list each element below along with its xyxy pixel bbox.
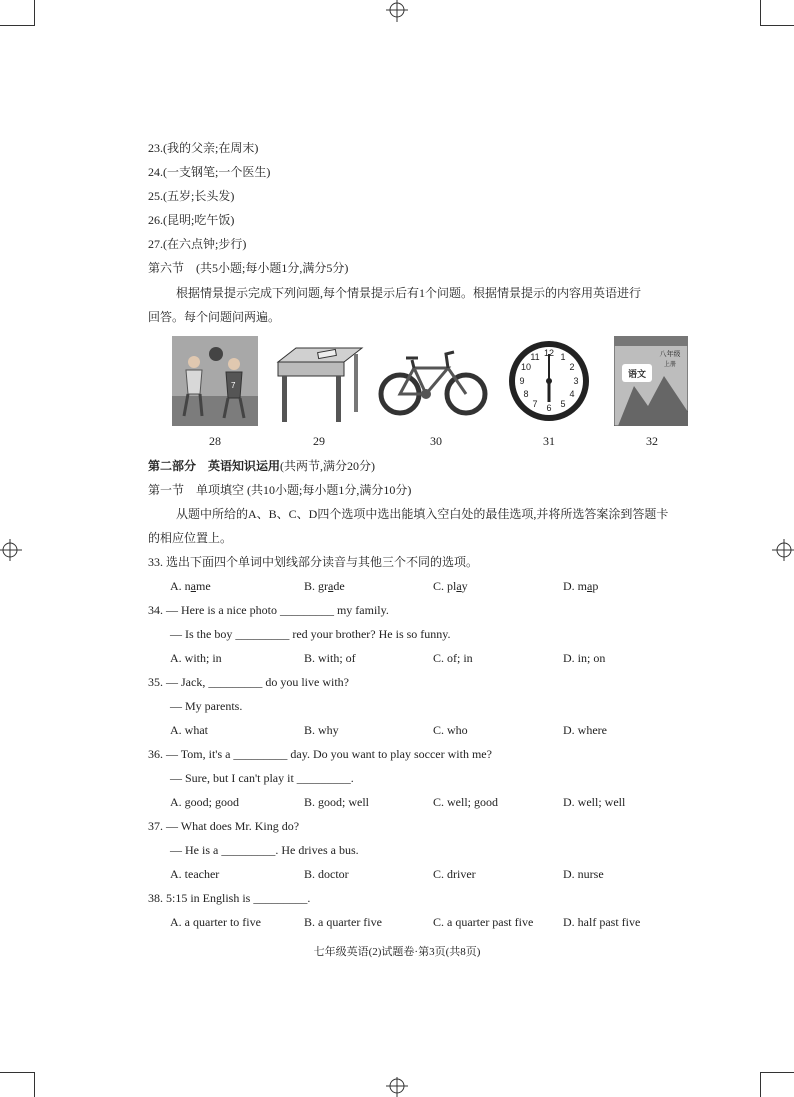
svg-text:7: 7 — [532, 399, 538, 409]
q35-line1: 35. — Jack, _________ do you live with? — [148, 675, 349, 689]
q37-option-a: A. teacher — [170, 867, 220, 881]
section6-instruction-1: 根据情景提示完成下列问题,每个情景提示后有1个问题。根据情景提示的内容用英语进行 — [176, 286, 642, 300]
q34-line2: — Is the boy _________ red your brother? He is so funny. — [170, 627, 451, 641]
picture-label-30: 30 — [430, 434, 442, 448]
q35-option-d: D. where — [563, 723, 607, 737]
registration-mark-top — [384, 0, 410, 22]
svg-text:9: 9 — [519, 376, 525, 386]
svg-text:5: 5 — [560, 399, 566, 409]
picture-label-29: 29 — [313, 434, 325, 448]
svg-text:6: 6 — [546, 403, 552, 413]
q35-option-b: B. why — [304, 723, 339, 737]
picture-label-31: 31 — [543, 434, 555, 448]
q36-line2: — Sure, but I can't play it _________. — [170, 771, 354, 785]
book-grade-text: 八年级 — [659, 350, 681, 358]
q38-option-c: C. a quarter past five — [433, 915, 534, 929]
q33-option-d: D. map — [563, 579, 599, 593]
q35-line2: — My parents. — [170, 699, 243, 713]
part2-instruction-1: 从题中所给的A、B、C、D四个选项中选出能填入空白处的最佳选项,并将所选答案涂到答题卡 — [176, 507, 669, 521]
registration-mark-left — [0, 537, 22, 563]
registration-mark-bottom — [384, 1077, 410, 1097]
q33-option-b: B. grade — [304, 579, 345, 593]
item-24: 24.(一支钢笔;一个医生) — [148, 165, 271, 179]
clock-picture — [506, 336, 592, 426]
section1-heading: 第一节 单项填空 (共10小题;每小题1分,满分10分) — [148, 483, 412, 497]
part2-heading — [148, 458, 375, 474]
q33-option-a: A. name — [170, 579, 211, 593]
q37-line1: 37. — What does Mr. King do? — [148, 819, 300, 833]
q33-option-c: C. play — [433, 579, 468, 593]
item-23: 23.(我的父亲;在周末) — [148, 141, 259, 155]
bicycle-picture — [378, 336, 488, 426]
picture-label-28: 28 — [209, 434, 221, 448]
q36-option-a: A. good; good — [170, 795, 239, 809]
part2-title: 第二部分 英语知识运用 — [148, 459, 281, 473]
basketball-players-picture — [172, 336, 258, 426]
svg-text:1: 1 — [560, 352, 566, 362]
desk-picture — [274, 336, 364, 426]
q35-option-a: A. what — [170, 723, 208, 737]
q36-option-d: D. well; well — [563, 795, 626, 809]
q34-option-a: A. with; in — [170, 651, 222, 665]
svg-text:11: 11 — [530, 352, 540, 362]
q37-option-d: D. nurse — [563, 867, 604, 881]
q34-option-b: B. with; of — [304, 651, 356, 665]
q34-line1: 34. — Here is a nice photo _________ my family. — [148, 603, 389, 617]
book-volume-text: 上册 — [663, 361, 677, 368]
q37-option-c: C. driver — [433, 867, 476, 881]
q37-option-b: B. doctor — [304, 867, 349, 881]
picture-label-32: 32 — [646, 434, 658, 448]
q36-option-b: B. good; well — [304, 795, 369, 809]
q38-option-b: B. a quarter five — [304, 915, 382, 929]
section6-heading: 第六节 (共5小题;每小题1分,满分5分) — [148, 261, 349, 275]
q37-line2: — He is a _________. He drives a bus. — [170, 843, 359, 857]
item-25: 25.(五岁;长头发) — [148, 189, 235, 203]
svg-text:7: 7 — [231, 381, 236, 390]
part2-heading-suffix: (共两节,满分20分) — [280, 459, 376, 473]
item-26: 26.(昆明;吃午饭) — [148, 213, 235, 227]
section6-instruction-2: 回答。每个问题问两遍。 — [148, 310, 281, 324]
svg-text:2: 2 — [569, 362, 575, 372]
q35-option-c: C. who — [433, 723, 468, 737]
registration-mark-right — [772, 537, 794, 563]
q34-option-d: D. in; on — [563, 651, 606, 665]
q34-option-c: C. of; in — [433, 651, 473, 665]
svg-text:3: 3 — [573, 376, 579, 386]
svg-text:4: 4 — [569, 389, 575, 399]
q38-option-a: A. a quarter to five — [170, 915, 261, 929]
page-footer: 七年级英语(2)试题卷·第3页(共8页) — [313, 946, 481, 958]
book-subject-text: 语文 — [627, 370, 647, 380]
q33-stem: 33. 选出下面四个单词中划线部分读音与其他三个不同的选项。 — [148, 555, 479, 569]
q38-option-d: D. half past five — [563, 915, 641, 929]
q38-line1: 38. 5:15 in English is _________. — [148, 891, 311, 905]
part2-instruction-2: 的相应位置上。 — [148, 531, 233, 545]
svg-text:10: 10 — [520, 362, 532, 372]
q36-line1: 36. — Tom, it's a _________ day. Do you want to play soccer with me? — [148, 747, 492, 761]
q36-option-c: C. well; good — [433, 795, 498, 809]
item-27: 27.(在六点钟;步行) — [148, 237, 247, 251]
svg-text:12: 12 — [543, 348, 555, 358]
chinese-textbook-picture — [614, 336, 688, 426]
svg-text:8: 8 — [523, 389, 529, 399]
